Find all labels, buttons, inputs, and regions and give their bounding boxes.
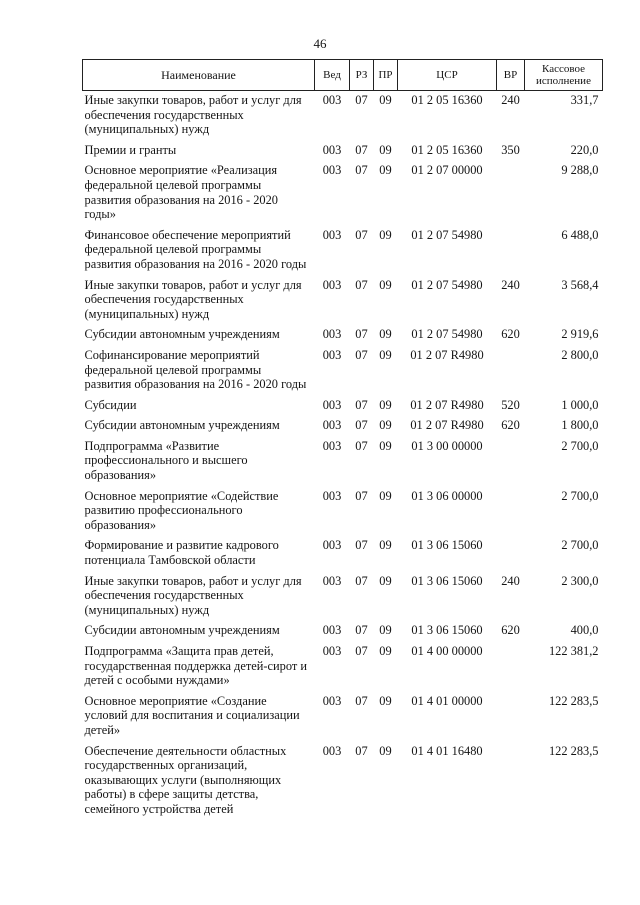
cell-rz: 07 <box>355 623 368 638</box>
cell-csr: 01 3 00 00000 <box>411 438 483 453</box>
header-pr: ПР <box>374 60 398 91</box>
header-amount: Кассовое исполнение <box>525 60 603 91</box>
cell-amount: 122 283,5 <box>548 743 599 758</box>
cell-csr: 01 2 07 R4980 <box>410 418 484 433</box>
cell-name: Основное мероприятие «Создание условий для воспитания и социализации детей» <box>84 693 300 737</box>
table-row <box>83 91 603 143</box>
header-ved: Вед <box>315 60 350 91</box>
cell-name: Обеспечение деятельности областных государственных организаций, оказывающих услуги (выполняющих работы) в сфере защиты детства, семейного устройства детей <box>84 743 287 816</box>
cell-name: Иные закупки товаров, работ и услуг для обеспечения государственных (муниципальных) нужд <box>84 93 302 137</box>
cell-amount: 220,0 <box>570 142 599 157</box>
cell-ved: 003 <box>322 573 342 588</box>
table-row <box>83 327 603 348</box>
page-number: 46 <box>313 36 327 51</box>
cell-csr: 01 2 07 R4980 <box>410 397 484 412</box>
cell-name: Субсидии автономным учреждениям <box>84 418 280 433</box>
table-row <box>83 228 603 278</box>
cell-name: Софинансирование мероприятий федеральной целевой программы развития образования на 2016 - 2020 годы <box>84 347 307 392</box>
table-row <box>83 143 603 164</box>
cell-amount: 2 700,0 <box>561 538 599 553</box>
cell-rz: 07 <box>355 743 368 758</box>
cell-csr: 01 2 07 54980 <box>411 277 483 292</box>
cell-ved: 003 <box>322 418 342 433</box>
table-row <box>83 644 603 694</box>
cell-rz: 07 <box>355 693 368 708</box>
cell-rz: 07 <box>355 227 368 242</box>
table-header <box>83 60 603 91</box>
cell-pr: 09 <box>379 623 392 638</box>
cell-amount: 2 800,0 <box>561 347 599 362</box>
cell-vr: 620 <box>501 327 520 342</box>
cell-rz: 07 <box>355 488 368 503</box>
cell-rz: 07 <box>355 418 368 433</box>
cell-amount: 3 568,4 <box>561 277 599 292</box>
cell-pr: 09 <box>379 693 392 708</box>
cell-csr: 01 2 05 16360 <box>411 93 483 107</box>
cell-ved: 003 <box>322 277 342 292</box>
table-row <box>83 439 603 489</box>
cell-vr <box>497 644 525 694</box>
cell-name: Подпрограмма «Развитие профессионального и высшего образования» <box>84 438 248 483</box>
cell-rz: 07 <box>355 397 368 412</box>
cell-vr <box>497 694 525 744</box>
cell-vr <box>497 489 525 539</box>
table-row <box>83 163 603 227</box>
cell-vr <box>497 744 525 823</box>
header-csr: ЦСР <box>398 60 497 91</box>
cell-csr: 01 2 07 54980 <box>411 327 483 342</box>
cell-csr: 01 2 07 00000 <box>411 163 483 178</box>
table-row <box>83 538 603 573</box>
cell-csr: 01 3 06 15060 <box>411 623 483 638</box>
cell-pr: 09 <box>379 438 392 453</box>
table-row <box>83 278 603 328</box>
table-row <box>83 418 603 439</box>
cell-amount: 331,7 <box>570 93 599 107</box>
cell-vr <box>497 439 525 489</box>
cell-name: Основное мероприятие «Содействие развитию профессионального образования» <box>84 488 279 532</box>
cell-rz: 07 <box>355 93 368 107</box>
cell-amount: 400,0 <box>570 623 599 638</box>
cell-vr <box>497 348 525 398</box>
cell-ved: 003 <box>322 227 342 242</box>
cell-vr: 240 <box>501 573 520 588</box>
header-vr: ВР <box>497 60 525 91</box>
cell-amount: 9 288,0 <box>561 163 599 178</box>
header-rz: РЗ <box>350 60 374 91</box>
cell-pr: 09 <box>379 743 392 758</box>
cell-csr: 01 2 07 54980 <box>411 227 483 242</box>
cell-ved: 003 <box>322 438 342 453</box>
cell-csr: 01 3 06 15060 <box>411 538 483 553</box>
cell-name: Подпрограмма «Защита прав детей, государственная поддержка детей-сирот и детей с особыми нуждами» <box>84 644 308 688</box>
cell-ved: 003 <box>322 327 342 342</box>
cell-name: Субсидии автономным учреждениям <box>84 623 280 638</box>
cell-name: Формирование и развитие кадрового потенциала Тамбовской области <box>84 538 279 568</box>
cell-pr: 09 <box>379 227 392 242</box>
cell-csr: 01 4 01 16480 <box>411 743 483 758</box>
cell-vr <box>497 163 525 227</box>
cell-pr: 09 <box>379 347 392 362</box>
cell-vr <box>497 228 525 278</box>
cell-pr: 09 <box>379 163 392 178</box>
cell-vr: 620 <box>501 418 520 433</box>
table-row <box>83 348 603 398</box>
cell-pr: 09 <box>379 573 392 588</box>
cell-amount: 6 488,0 <box>561 227 599 242</box>
cell-csr: 01 2 05 16360 <box>411 142 483 157</box>
cell-pr: 09 <box>379 277 392 292</box>
cell-rz: 07 <box>355 573 368 588</box>
cell-pr: 09 <box>379 93 392 107</box>
cell-vr: 520 <box>501 397 520 412</box>
cell-name: Основное мероприятие «Реализация федеральной целевой программы развития образования на 2016 - 2020 годы» <box>84 163 278 222</box>
cell-rz: 07 <box>355 277 368 292</box>
cell-vr: 240 <box>501 93 520 107</box>
cell-vr: 620 <box>501 623 520 638</box>
table-row <box>83 489 603 539</box>
cell-pr: 09 <box>379 418 392 433</box>
cell-pr: 09 <box>379 327 392 342</box>
cell-ved: 003 <box>322 623 342 638</box>
cell-ved: 003 <box>322 693 342 708</box>
cell-csr: 01 3 06 00000 <box>411 488 483 503</box>
table-row <box>83 574 603 624</box>
cell-rz: 07 <box>355 347 368 362</box>
cell-csr: 01 3 06 15060 <box>411 573 483 588</box>
cell-ved: 003 <box>322 142 342 157</box>
cell-csr: 01 4 00 00000 <box>411 644 483 658</box>
cell-ved: 003 <box>322 93 342 107</box>
cell-amount: 2 919,6 <box>561 327 599 342</box>
cell-rz: 07 <box>355 538 368 553</box>
table-row <box>83 398 603 419</box>
cell-rz: 07 <box>355 142 368 157</box>
cell-pr: 09 <box>379 538 392 553</box>
cell-amount: 2 300,0 <box>561 573 599 588</box>
cell-amount: 122 283,5 <box>548 693 599 708</box>
cell-vr: 240 <box>501 277 520 292</box>
cell-amount: 1 000,0 <box>561 397 599 412</box>
cell-name: Субсидии автономным учреждениям <box>84 327 280 342</box>
header-name: Наименование <box>83 60 315 91</box>
cell-pr: 09 <box>379 142 392 157</box>
cell-ved: 003 <box>322 743 342 758</box>
cell-ved: 003 <box>322 397 342 412</box>
cell-vr <box>497 538 525 573</box>
cell-rz: 07 <box>355 644 368 658</box>
budget-table <box>82 59 603 823</box>
cell-amount: 2 700,0 <box>561 488 599 503</box>
cell-ved: 003 <box>322 538 342 553</box>
cell-ved: 003 <box>322 347 342 362</box>
cell-amount: 2 700,0 <box>561 438 599 453</box>
cell-csr: 01 2 07 R4980 <box>410 347 484 362</box>
cell-ved: 003 <box>322 644 342 658</box>
table-row <box>83 744 603 823</box>
cell-name: Иные закупки товаров, работ и услуг для обеспечения государственных (муниципальных) нужд <box>84 573 302 617</box>
cell-name: Премии и гранты <box>84 142 177 157</box>
cell-pr: 09 <box>379 644 392 658</box>
cell-ved: 003 <box>322 488 342 503</box>
cell-pr: 09 <box>379 488 392 503</box>
cell-rz: 07 <box>355 438 368 453</box>
cell-name: Субсидии <box>84 397 137 412</box>
cell-amount: 122 381,2 <box>548 644 599 658</box>
cell-csr: 01 4 01 00000 <box>411 693 483 708</box>
cell-pr: 09 <box>379 397 392 412</box>
cell-ved: 003 <box>322 163 342 178</box>
cell-vr: 350 <box>501 142 520 157</box>
cell-amount: 1 800,0 <box>561 418 599 433</box>
cell-rz: 07 <box>355 327 368 342</box>
table-body <box>83 91 603 823</box>
cell-rz: 07 <box>355 163 368 178</box>
table-row <box>83 694 603 744</box>
table-row <box>83 623 603 644</box>
cell-name: Иные закупки товаров, работ и услуг для обеспечения государственных (муниципальных) нужд <box>84 277 302 321</box>
cell-name: Финансовое обеспечение мероприятий федеральной целевой программы развития образования на 2016 - 2020 годы <box>84 227 307 271</box>
